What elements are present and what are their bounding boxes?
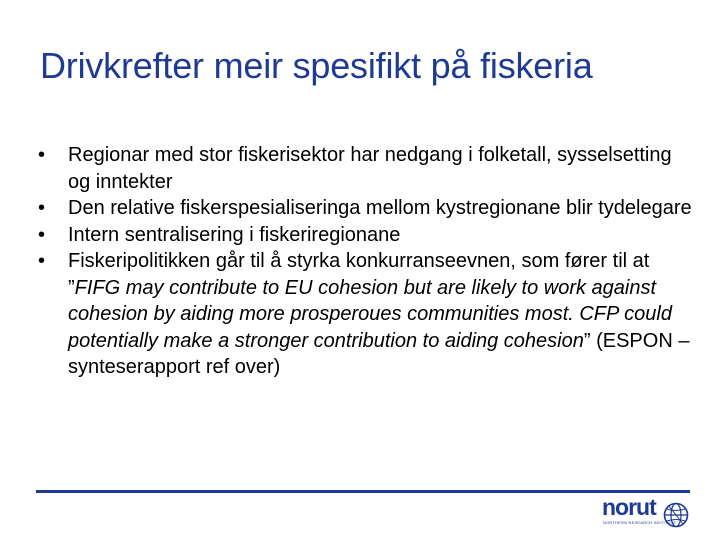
bullet-text-before: Fiskeripolitikken går til å styrka konkurranseevnen, som fører til at ” xyxy=(68,250,650,299)
logo-wordmark: norut xyxy=(602,494,656,520)
bullet-marker: • xyxy=(38,197,46,219)
bullet-text: Intern sentralisering i fiskeriregionane xyxy=(68,223,401,246)
bullet-item xyxy=(36,222,696,249)
bullet-marker: • xyxy=(38,223,46,246)
bullet-item xyxy=(36,248,696,381)
bullet-list xyxy=(36,142,696,381)
bullet-text: Regionar med stor fiskerisektor har nedgang i folketall, sysselsetting og inntekter xyxy=(68,144,672,193)
logo-subtitle: NORTHERN RESEARCH INSTITUTE xyxy=(603,520,677,525)
quote-italic: FIFG may contribute to EU cohesion but are likely to work against cohesion by aiding more prosperoues communities most. CFP could potentially make a stronger contribution to aiding cohesion xyxy=(68,276,672,352)
norut-logo xyxy=(600,494,692,533)
bullet-marker: • xyxy=(38,144,46,166)
bullet-item xyxy=(36,195,696,222)
bullet-text: Den relative fiskerspesialiseringa mellom kystregionane blir tydelegare xyxy=(68,197,692,219)
footer-divider xyxy=(36,490,690,493)
bullet-item xyxy=(36,142,696,195)
slide-title: Drivkrefter meir spesifikt på fiskeria xyxy=(40,45,593,86)
bullet-text-after: ” (ESPON – synteserapport ref over) xyxy=(68,329,690,378)
globe-icon xyxy=(663,502,689,528)
bullet-marker: • xyxy=(38,250,46,272)
